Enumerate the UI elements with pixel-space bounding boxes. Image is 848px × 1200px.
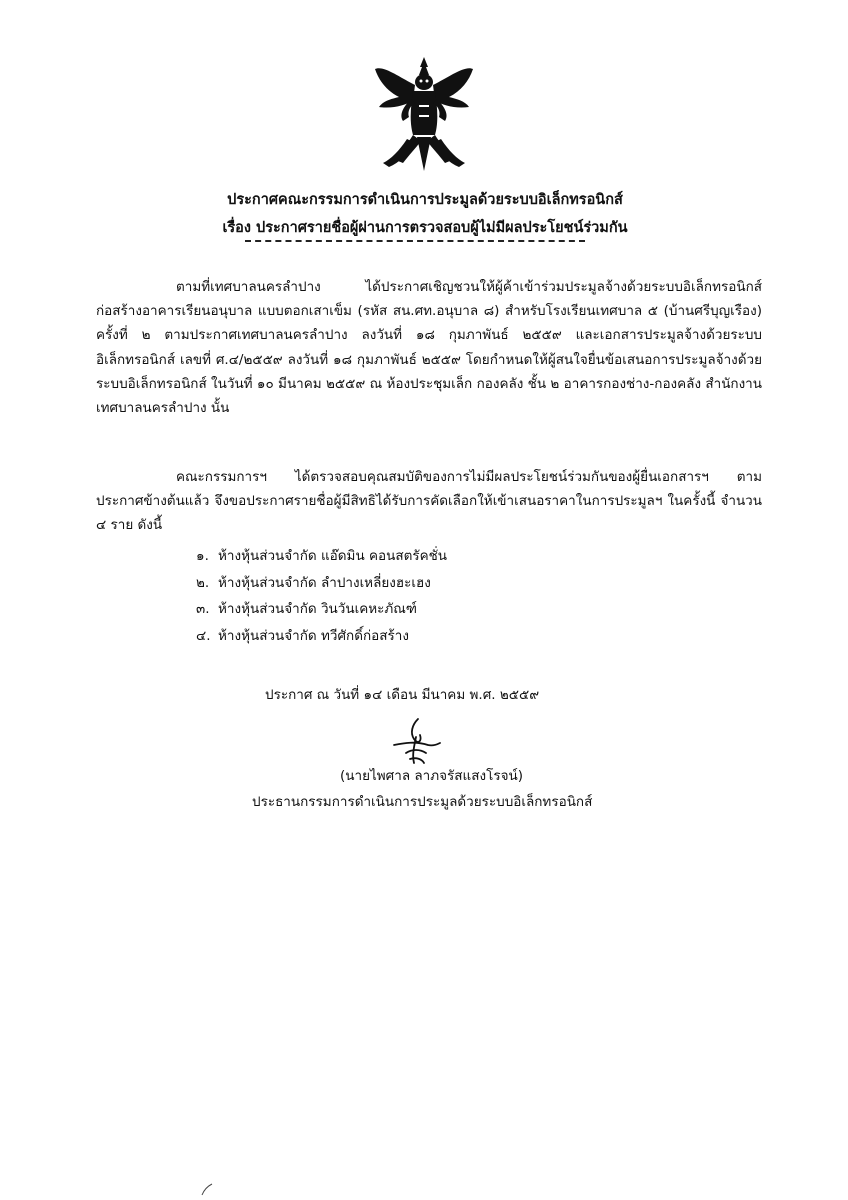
list-item [196,570,447,597]
list-item [196,623,447,650]
handwritten-signature [388,715,444,770]
list-item-number: ๑. [196,548,209,564]
announcement-subject: เรื่อง ประกาศรายชื่อผู้ผ่านการตรวจสอบผู้ไม่มีผลประโยชน์ร่วมกัน [222,220,628,236]
signer-name: (นายไพศาล ลาภจรัสแสงโรจน์) [340,768,523,784]
list-item-name: ห้างหุ้นส่วนจำกัด ลำปางเหลี่ยงฮะเฮง [218,574,431,591]
announcement-title: ประกาศคณะกรรมการดำเนินการประมูลด้วยระบบอิเล็กทรอนิกส์ [227,192,623,208]
body-paragraph-1: ตามที่เทศบาลนครลำปาง ได้ประกาศเชิญชวนให้ผู้ค้าเข้าร่วมประมูลจ้างด้วยระบบอิเล็กทรอนิกส์ ก่อสร้างอาคารเรียนอนุบาล แบบตอกเสาเข็ม (รหัส สน.ศท.อนุบาล ๘) สำหรับโรงเรียนเทศบาล ๕ (บ้านศรีบุญเรือง) ครั้งที่ ๒ ตามประกาศเทศบาลนครลำปาง ลงวันที่ ๑๘ กุมภาพันธ์ ๒๕๕๙ และเอกสารประมูลจ้างด้วยระบบอิเล็กทรอนิกส์ เลขที่ ศ.๔/๒๕๕๙ ลงวันที่ ๑๘ กุมภาพันธ์ ๒๕๕๙ โดยกำหนดให้ผู้สนใจยื่นข้อเสนอการประมูลจ้างด้วยระบบอิเล็กทรอนิกส์ ในวันที่ ๑๐ มีนาคม ๒๕๕๙ ณ ห้องประชุมเล็ก กองคลัง ชั้น ๒ อาคารกองช่าง-กองคลัง สำนักงานเทศบาลนครลำปาง นั้น [96,279,762,417]
list-item [196,596,447,623]
list-item-number: ๔. [196,627,211,644]
garuda-emblem-icon [369,55,479,173]
signer-position: ประธานกรรมการดำเนินการประมูลด้วยระบบอิเล็กทรอนิกส์ [252,794,593,810]
list-item-name: ห้างหุ้นส่วนจำกัด วินวันเคหะภัณฑ์ [218,601,418,617]
list-item-name: ห้างหุ้นส่วนจำกัด ทวีศักดิ์ก่อสร้าง [218,627,409,644]
list-item-number: ๒. [196,574,210,591]
title-divider [245,240,585,242]
list-item-name: ห้างหุ้นส่วนจำกัด แอ๊ดมิน คอนสตรัคชั่น [218,548,448,564]
stray-pen-mark [200,1182,216,1196]
bidder-list [196,543,447,649]
list-item-number: ๓. [196,601,210,617]
body-paragraph-2: คณะกรรมการฯ ได้ตรวจสอบคุณสมบัติของการไม่มีผลประโยชน์ร่วมกันของผู้ยื่นเอกสารฯ ตามประกาศข้างต้นแล้ว จึงขอประกาศรายชื่อผู้มีสิทธิได้รับการคัดเลือกให้เข้าเสนอราคาในการประมูลฯ ในครั้งนี้ จำนวน ๔ ราย ดังนี้ [96,469,762,534]
list-item [196,543,447,570]
announcement-date: ประกาศ ณ วันที่ ๑๔ เดือน มีนาคม พ.ศ. ๒๕๕๙ [265,687,540,703]
